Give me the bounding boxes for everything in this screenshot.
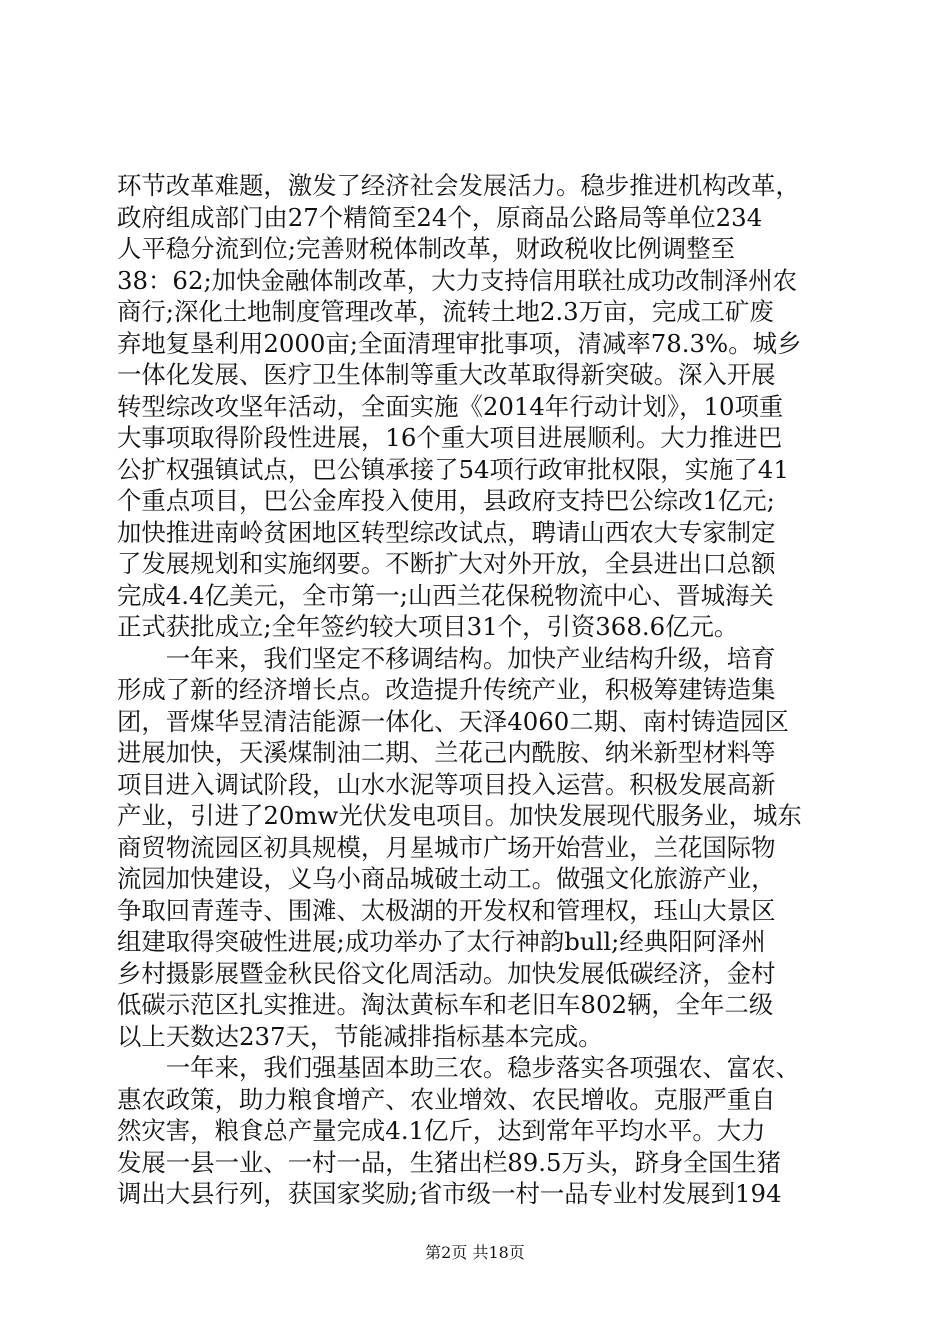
paragraph-start-line: 一年来，我们坚定不移调结构。加快产业结构升级，培育: [117, 643, 776, 673]
text-line: 环节改革难题，激发了经济社会发展活力。稳步推进机构改革，: [117, 171, 800, 200]
text-line: 然灾害，粮食总产量完成4.1亿斤，达到常年平均水平。大力: [117, 1116, 766, 1145]
text-line: 进展加快，天溪煤制油二期、兰花己内酰胺、纳米新型材料等: [117, 738, 776, 767]
text-line: 大事项取得阶段性进展，16个重大项目进展顺利。大力推进巴: [117, 423, 783, 452]
page-footer: [0, 1240, 950, 1263]
text-line: 以上天数达237天，节能减排指标基本完成。: [117, 1021, 603, 1051]
text-line: 加快推进南岭贫困地区转型综改试点，聘请山西农大专家制定: [117, 517, 776, 547]
text-line: 流园加快建设，义乌小商品城破土动工。做强文化旅游产业，: [117, 864, 776, 893]
text-line: 38：62;加快金融体制改革，大力支持信用联社成功改制泽州农: [117, 265, 798, 295]
text-line: 一体化发展、医疗卫生体制等重大改革取得新突破。深入开展: [117, 360, 776, 389]
text-line: 个重点项目，巴公金库投入使用，县政府支持巴公综改1亿元;: [117, 486, 775, 515]
text-line: 争取回青莲寺、围滩、太极湖的开发权和管理权，珏山大景区: [117, 895, 776, 925]
text-line: 组建取得突破性进展;成功举办了太行神韵bull;经典阳阿泽州: [117, 927, 766, 956]
text-line: 发展一县一业、一村一品，生猪出栏89.5万头，跻身全国生猪: [117, 1147, 782, 1177]
text-line: 公扩权强镇试点，巴公镇承接了54项行政审批权限，实施了41: [117, 454, 789, 484]
page-number-label: 第2页 共18页: [425, 1243, 525, 1262]
text-line: 调出大县行列，获国家奖励;省市级一村一品专业村发展到194: [117, 1179, 782, 1208]
text-line: 人平稳分流到位;完善财税体制改革，财政税收比例调整至: [117, 234, 735, 263]
text-line: 正式获批成立;全年签约较大项目31个，引资368.6亿元。: [117, 612, 739, 641]
paragraph-start-line: 一年来，我们强基固本助三农。稳步落实各项强农、富农、: [117, 1053, 800, 1082]
text-line: 弃地复垦利用2000亩;全面清理审批事项，清减率78.3%。城乡: [117, 328, 802, 358]
text-line: 惠农政策，助力粮食增产、农业增效、农民增收。克服严重自: [117, 1084, 776, 1114]
body-text: [117, 170, 837, 1210]
text-line: 形成了新的经济增长点。改造提升传统产业，积极筹建铸造集: [117, 675, 776, 704]
text-line: 政府组成部门由27个精简至24个，原商品公路局等单位234: [117, 202, 763, 232]
text-line: 产业，引进了20mw光伏发电项目。加快发展现代服务业，城东: [117, 801, 802, 830]
text-line: 商贸物流园区初具规模，月星城市广场开始营业，兰花国际物: [117, 832, 776, 862]
text-line: 项目进入调试阶段，山水水泥等项目投入运营。积极发展高新: [117, 769, 776, 799]
text-line: 低碳示范区扎实推进。淘汰黄标车和老旧车802辆，全年二级: [117, 990, 774, 1019]
text-line: 转型综改攻坚年活动，全面实施《2014年行动计划》，10项重: [117, 391, 784, 421]
text-line: 完成4.4亿美元，全市第一;山西兰花保税物流中心、晋城海关: [117, 580, 774, 610]
text-line: 团，晋煤华昱清洁能源一体化、天泽4060二期、南村铸造园区: [117, 706, 789, 736]
text-line: 商行;深化土地制度管理改革，流转土地2.3万亩，完成工矿废: [117, 297, 774, 326]
text-line: 乡村摄影展暨金秋民俗文化周活动。加快发展低碳经济，金村: [117, 958, 776, 988]
text-line: 了发展规划和实施纲要。不断扩大对外开放，全县进出口总额: [117, 549, 776, 578]
